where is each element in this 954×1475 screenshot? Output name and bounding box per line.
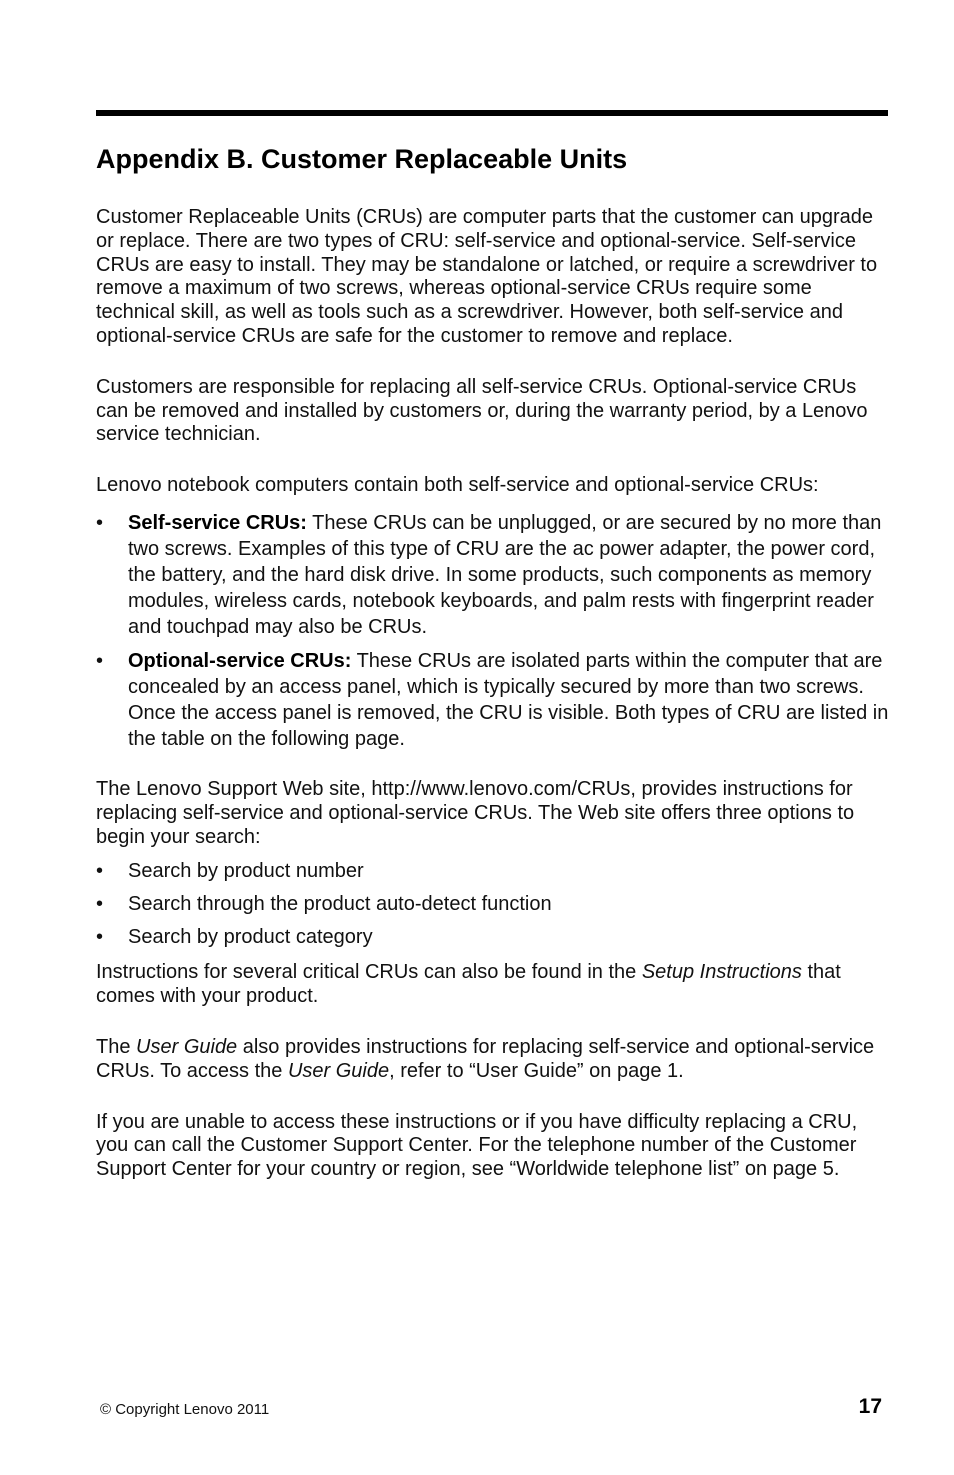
user-guide-title: User Guide xyxy=(136,1035,238,1058)
setup-instructions-title: Setup Instructions xyxy=(641,961,802,984)
responsibility-paragraph: Customers are responsible for replacing all self-service CRUs. Optional-service CRUs can be removed and installed by customers or, during the warranty period, by a Lenovo service technician. xyxy=(96,375,868,446)
list-item-text: Search by product category xyxy=(128,926,373,949)
top-rule xyxy=(96,110,888,116)
bullet: • xyxy=(96,926,104,949)
user-guide-title: User Guide xyxy=(287,1059,390,1082)
cru-types-list xyxy=(96,510,892,752)
list-item-text: Search through the product auto-detect function xyxy=(128,893,552,916)
support-center-paragraph: If you are unable to access these instructions or if you have difficulty replacing a CRU, you can call the Customer Support Center. For the telephone number of the Customer Support Center for your country or region, see “Worldwide telephone list” on page 5. xyxy=(96,1110,858,1181)
page-number: 17 xyxy=(858,1395,882,1418)
bullet: • xyxy=(96,893,104,916)
bullet: • xyxy=(96,511,104,534)
page-title: Appendix B. Customer Replaceable Units xyxy=(96,144,628,174)
copyright-notice: © Copyright Lenovo 2011 xyxy=(100,1401,270,1418)
cru-types-intro: Lenovo notebook computers contain both self-service and optional-service CRUs: xyxy=(96,474,819,497)
list-item-label: Optional-service CRUs: xyxy=(128,649,352,672)
search-options-list xyxy=(96,859,892,949)
list-item-text: Search by product number xyxy=(128,860,364,883)
bullet: • xyxy=(96,860,104,883)
setup-instructions-paragraph: Instructions for several critical CRUs can also be found in the Setup Instructions that comes with your product. xyxy=(96,961,841,1008)
list-item-label: Self-service CRUs: xyxy=(128,511,307,534)
list-item xyxy=(96,859,892,883)
bullet: • xyxy=(96,649,104,672)
list-item xyxy=(96,925,892,949)
user-guide-paragraph: The User Guide also provides instructions for replacing self-service and optional-service CRUs. To access the User Guide, refer to “User Guide” on page 1. xyxy=(96,1035,875,1082)
intro-paragraph: Customer Replaceable Units (CRUs) are computer parts that the customer can upgrade or replace. There are two types of CRU: self-service and optional-service. Self-service CRUs are easy to install. They may be standalone or latched, or require a screwdriver to remove a maximum of two screws, whereas optional-service CRUs require some technical skill, as well as tools such as a screwdriver. However, both self-service and optional-service CRUs are safe for the customer to remove and replace. xyxy=(96,206,878,347)
main-content xyxy=(96,206,892,1182)
list-item xyxy=(96,892,892,916)
list-item-text: These CRUs can be unplugged, or are secured by no more than two screws. Examples of this type of CRU are the ac power adapter, the power cord, the battery, and the hard disk drive. In some products, such components as memory modules, wireless cards, notebook keyboards, and palm rests with fingerprint reader and touchpad may also be CRUs. xyxy=(128,511,882,638)
list-item xyxy=(96,648,892,752)
list-item-text: These CRUs are isolated parts within the computer that are concealed by an access panel, which is typically secured by more than two screws. Once the access panel is removed, the CRU is visible. Both types of CRU are listed in the table on the following page. xyxy=(128,649,889,750)
list-item xyxy=(96,510,892,640)
support-site-paragraph: The Lenovo Support Web site, http://www.lenovo.com/CRUs, provides instructions for replacing self-service and optional-service CRUs. The Web site offers three options to begin your search: xyxy=(96,777,855,848)
